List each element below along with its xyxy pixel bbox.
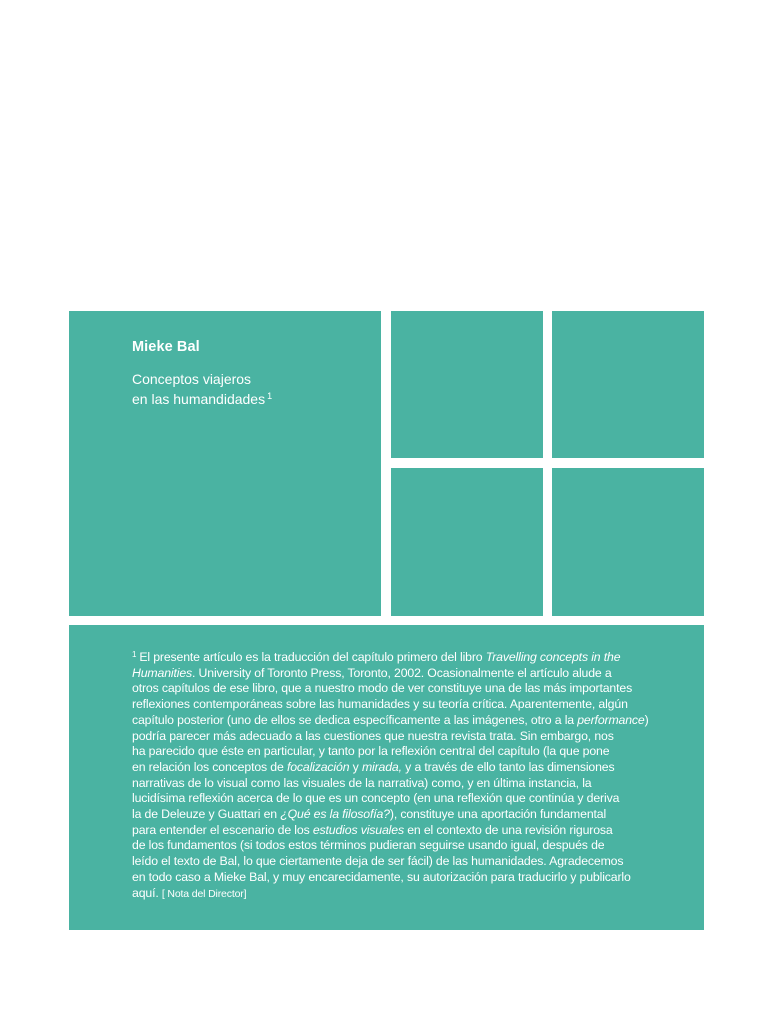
footnote-line <box>132 666 660 682</box>
footnote-segment: El presente artículo es la traducción del capítulo primero del libro <box>139 650 486 664</box>
footnote-segment: capítulo posterior (uno de ellos se dedica específicamente a las imágenes, otro a la <box>132 712 578 727</box>
decorative-square-bottom-right <box>552 468 704 616</box>
footnote-segment: lucidísima reflexión acerca de lo que es un concepto (en una reflexión que continúa y deriva <box>132 791 620 806</box>
footnote-text <box>132 647 660 902</box>
footnote-segment: de los fundamentos (si todos estos términos pudieran seguirse usando igual, después de <box>132 838 605 853</box>
footnote-line <box>132 697 660 713</box>
author-name: Mieke Bal <box>132 339 200 355</box>
footnote-segment: otros capítulos de ese libro, que a nuestro modo de ver constituye una de las más importantes <box>132 681 633 696</box>
decorative-square-top-left <box>391 311 543 458</box>
italic-term: mirada, <box>361 759 402 774</box>
footnote-segment: aquí. <box>132 885 162 900</box>
footnote-panel <box>69 625 704 930</box>
footnote-segment: en relación los conceptos de <box>132 759 287 774</box>
decorative-square-bottom-left <box>391 468 543 616</box>
footnote-line <box>132 760 660 776</box>
title-line: Conceptos viajeros <box>132 371 252 387</box>
footnote-segment: narrativas de lo visual como las visuales de la narrativa) como, y en última instancia, la <box>132 775 592 790</box>
footnote-line <box>132 854 660 870</box>
article-title <box>132 371 272 408</box>
footnote-line <box>132 838 660 854</box>
italic-term: focalización <box>286 759 350 774</box>
italic-term: Humanities <box>132 665 193 680</box>
footnote-segment: . University of Toronto Press, Toronto, 2002. Ocasionalmente el artículo alude a <box>192 665 612 680</box>
footnote-segment: podría parecer más adecuado a las cuestiones que nuestra revista trata. Sin embargo, nos <box>132 728 614 743</box>
footnote-segment: ha parecido que éste en particular, y tanto por la reflexión central del capítulo (la que pone <box>132 744 610 759</box>
footnote-reference: 1 <box>267 391 273 401</box>
footnote-line <box>132 870 660 886</box>
footnote-line <box>132 776 660 792</box>
footnote-line <box>132 647 660 666</box>
footnote-segment: ), constituye una aportación fundamental <box>389 807 607 822</box>
footnote-line <box>132 791 660 807</box>
italic-term: performance <box>577 712 645 727</box>
footnote-line <box>132 729 660 745</box>
footnote-segment: en todo caso a Mieke Bal, y muy encarecidamente, su autorización para traducirlo y publicarlo <box>132 869 631 884</box>
footnote-segment: ) <box>644 712 649 727</box>
title-line-text: en las humandidades <box>132 391 266 407</box>
footnote-segment: la de Deleuze y Guattari en <box>132 807 281 822</box>
footnote-line <box>132 807 660 823</box>
footnote-segment: y a través de ello tanto las dimensiones <box>401 759 615 774</box>
italic-term: Travelling concepts in the <box>485 650 621 664</box>
decorative-square-top-right <box>552 311 704 458</box>
footnote-line <box>132 823 660 839</box>
footnote-segment: y <box>349 759 362 774</box>
footnote-segment: leído el texto de Bal, lo que ciertamente deja de ser fácil) de las humanidades. Agradecemos <box>132 854 624 869</box>
italic-term: ¿Qué es la filosofía? <box>280 807 390 822</box>
footnote-line <box>132 744 660 760</box>
title-panel <box>69 311 381 616</box>
footnote-line <box>132 713 660 729</box>
italic-term: estudios visuales <box>312 822 404 837</box>
footnote-line <box>132 681 660 697</box>
footnote-segment: en el contexto de una revisión rigurosa <box>403 822 613 837</box>
title-line <box>132 388 272 408</box>
footnote-marker: 1 <box>132 650 137 659</box>
footnote-segment: para entender el escenario de los <box>132 822 313 837</box>
footnote-line <box>132 886 660 903</box>
footnote-segment: reflexiones contemporáneas sobre las humanidades y su teoría crítica. Aparentemente, algún <box>132 697 628 712</box>
editor-note: [ Nota del Director] <box>161 887 247 900</box>
